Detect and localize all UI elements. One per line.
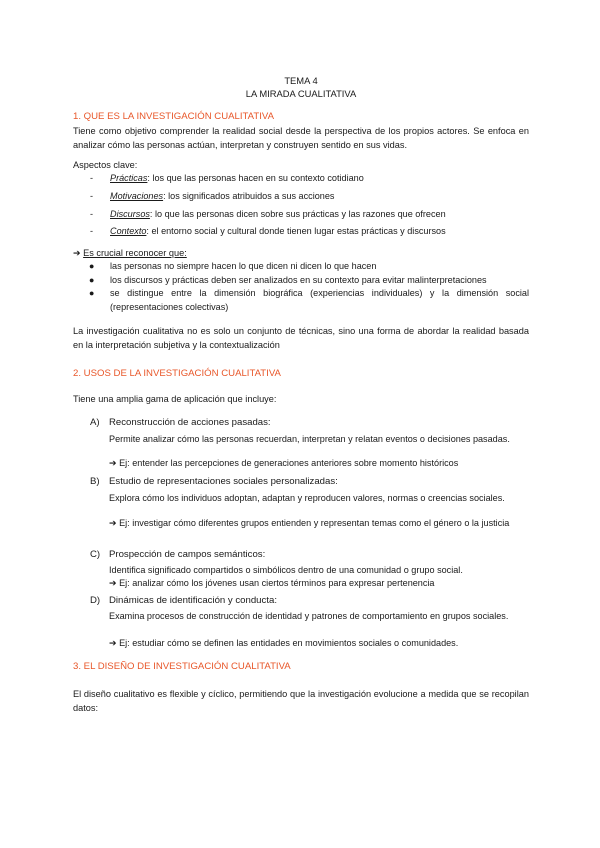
section-1-heading: 1. QUE ES LA INVESTIGACIÓN CUALITATIVA [73, 111, 274, 122]
aspect-term: Prácticas [110, 173, 148, 183]
arrow-right-icon: ➔ [109, 518, 117, 528]
recognize-bullets [73, 260, 529, 314]
arrow-right-icon: ➔ [73, 248, 81, 258]
aspect-term: Discursos [110, 208, 150, 219]
section-3-heading: 3. EL DISEÑO DE INVESTIGACIÓN CUALITATIVA [73, 661, 291, 672]
item-title: Prospección de campos semánticos: [109, 549, 266, 560]
item-title: Reconstrucción de acciones pasadas: [109, 417, 271, 428]
list-item [73, 260, 529, 274]
item-example: ➔ Ej: analizar cómo los jóvenes usan ciertos términos para expresar pertenencia [109, 578, 435, 588]
bullet-marker: ● [89, 288, 95, 299]
item-letter: C) [90, 549, 101, 560]
item-example: ➔ Ej: entender las percepciones de generaciones anteriores sobre momento históricos [109, 458, 459, 468]
section-1-intro: Tiene como objetivo comprender la realidad social desde la perspectiva de los propios actores. Se enfoca en analizar cómo las personas actúan, interpretan y construyen sentido en sus vidas. [73, 126, 529, 150]
bullet-text: las personas no siempre hacen lo que dicen ni dicen lo que hacen [110, 261, 377, 271]
aspects-label: Aspectos clave: [73, 160, 138, 170]
list-item [73, 208, 529, 226]
item-title: Estudio de representaciones sociales personalizadas: [109, 476, 338, 487]
list-item [73, 274, 529, 288]
aspect-text: : los que las personas hacen en su contexto cotidiano [147, 173, 364, 183]
recognize-line [73, 247, 187, 261]
list-item [73, 287, 529, 314]
arrow-right-icon: ➔ [109, 578, 117, 588]
item-description: Examina procesos de construcción de identidad y patrones de comportamiento en grupos sociales. [109, 611, 509, 621]
recognize-label: Es crucial reconocer que: [83, 248, 187, 258]
section-3-intro: El diseño cualitativo es flexible y cíclico, permitiendo que la investigación evolucione a medida que se recopilan datos: [73, 689, 529, 713]
arrow-right-icon: ➔ [109, 638, 117, 648]
dash-marker: - [90, 208, 94, 219]
document-subtitle: LA MIRADA CUALITATIVA [245, 88, 357, 99]
dash-marker: - [90, 226, 94, 237]
document-title: TEMA 4 [284, 75, 318, 86]
item-letter: B) [90, 476, 100, 487]
dash-marker: - [90, 173, 94, 183]
arrow-right-icon: ➔ [109, 458, 117, 468]
aspect-text: : los significados atribuidos a sus acciones [163, 190, 335, 201]
item-letter: A) [90, 417, 100, 428]
item-example: ➔ Ej: investigar cómo diferentes grupos entienden y representan temas como el género o la justicia [109, 518, 510, 528]
list-item [73, 190, 529, 208]
item-example: ➔ Ej: estudiar cómo se definen las entidades en movimientos sociales o comunidades. [109, 638, 459, 648]
aspect-term: Motivaciones [110, 190, 164, 201]
aspects-list [73, 172, 529, 243]
section-2-heading: 2. USOS DE LA INVESTIGACIÓN CUALITATIVA [73, 368, 281, 379]
dash-marker: - [90, 190, 94, 201]
aspect-term: Contexto [110, 226, 147, 237]
item-description: Explora cómo los individuos adoptan, adaptan y reproducen valores, normas o creencias sociales. [109, 493, 505, 503]
list-item [73, 225, 529, 243]
item-description: Identifica significado compartidos o simbólicos dentro de una comunidad o grupo social. [109, 565, 463, 575]
aspect-text: : el entorno social y cultural donde tienen lugar estas prácticas y discursos [146, 226, 446, 237]
item-letter: D) [90, 595, 101, 606]
item-title: Dinámicas de identificación y conducta: [109, 595, 277, 606]
section-2-intro: Tiene una amplia gama de aplicación que incluye: [73, 394, 277, 404]
bullet-text: se distingue entre la dimensión biográfica (experiencias individuales) y la dimensión social (representaciones colectivas) [110, 288, 529, 312]
list-item [73, 172, 529, 190]
bullet-marker: ● [89, 274, 95, 285]
section-1-conclusion: La investigación cualitativa no es solo un conjunto de técnicas, sino una forma de abordar la realidad basada en la interpretación subjetiva y la contextualización [73, 326, 529, 350]
bullet-text: los discursos y prácticas deben ser analizados en su contexto para evitar malinterpretaciones [110, 274, 487, 285]
bullet-marker: ● [89, 261, 95, 271]
aspect-text: : lo que las personas dicen sobre sus prácticas y las razones que ofrecen [149, 208, 446, 219]
item-description: Permite analizar cómo las personas recuerdan, interpretan y relatan eventos o decisiones pasadas. [109, 434, 510, 444]
